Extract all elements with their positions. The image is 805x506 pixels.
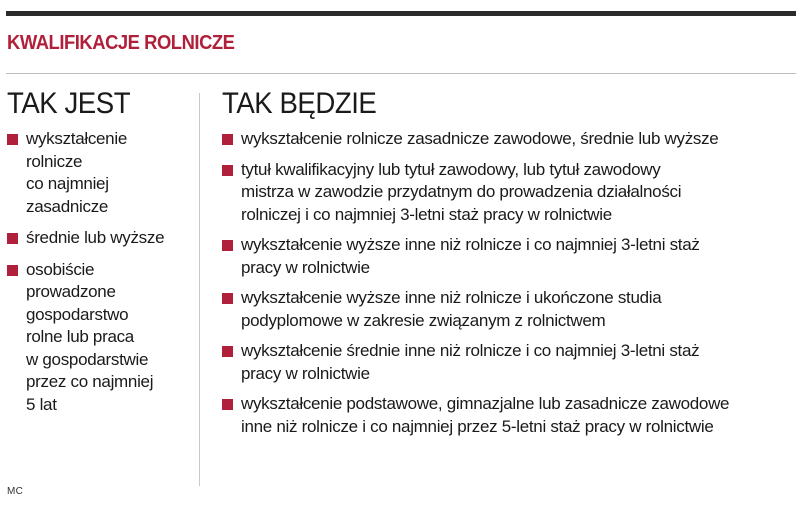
square-bullet-icon <box>222 165 233 176</box>
current-heading: TAK JEST <box>7 87 131 120</box>
list-item <box>222 234 802 279</box>
list-item-text: tytuł kwalifikacyjny lub tytuł zawodowy, lub tytuł zawodowy mistrza w zawodzie przydatnym do prowadzenia działalności rolniczej i co najmniej 3-letni staż pracy w rolnictwie <box>241 159 682 224</box>
future-column <box>222 86 802 446</box>
square-bullet-icon <box>7 134 18 145</box>
list-item-text: wykształcenie rolnicze zasadnicze zawodowe, średnie lub wyższe <box>241 129 719 148</box>
list-item <box>222 287 802 332</box>
top-rule <box>6 11 796 16</box>
square-bullet-icon <box>222 293 233 304</box>
list-item-text: osobiście prowadzone gospodarstwo rolne lub praca w gospodarstwie przez co najmniej 5 lat <box>26 259 154 414</box>
current-column <box>7 86 192 425</box>
list-item <box>222 340 802 385</box>
source-credit: MC <box>7 486 24 497</box>
list-item-text: wykształcenie podstawowe, gimnazjalne lub zasadnicze zawodowe inne niż rolnicze i co najmniej przez 5-letni staż pracy w rolnictwie <box>241 394 730 436</box>
square-bullet-icon <box>7 265 18 276</box>
square-bullet-icon <box>222 399 233 410</box>
current-list <box>7 128 192 416</box>
column-divider <box>199 93 200 486</box>
page-title: KWALIFIKACJE ROLNICZE <box>7 32 235 54</box>
title-divider <box>6 73 796 74</box>
future-heading: TAK BĘDZIE <box>222 87 377 120</box>
list-item <box>7 259 192 417</box>
list-item <box>222 393 802 438</box>
list-item-text: wykształcenie rolnicze co najmniej zasadnicze <box>26 129 127 216</box>
list-item-text: wykształcenie wyższe inne niż rolnicze i co najmniej 3-letni staż pracy w rolnictwie <box>241 235 700 277</box>
list-item-text: wykształcenie wyższe inne niż rolnicze i ukończone studia podyplomowe w zakresie związanym z rolnictwem <box>241 288 662 330</box>
square-bullet-icon <box>222 240 233 251</box>
list-item <box>222 159 802 227</box>
list-item-text: średnie lub wyższe <box>26 228 165 247</box>
square-bullet-icon <box>7 233 18 244</box>
list-item <box>222 128 802 151</box>
list-item <box>7 128 192 218</box>
future-list <box>222 128 802 438</box>
square-bullet-icon <box>222 346 233 357</box>
list-item-text: wykształcenie średnie inne niż rolnicze i co najmniej 3-letni staż pracy w rolnictwie <box>241 341 700 383</box>
list-item <box>7 227 192 250</box>
square-bullet-icon <box>222 134 233 145</box>
